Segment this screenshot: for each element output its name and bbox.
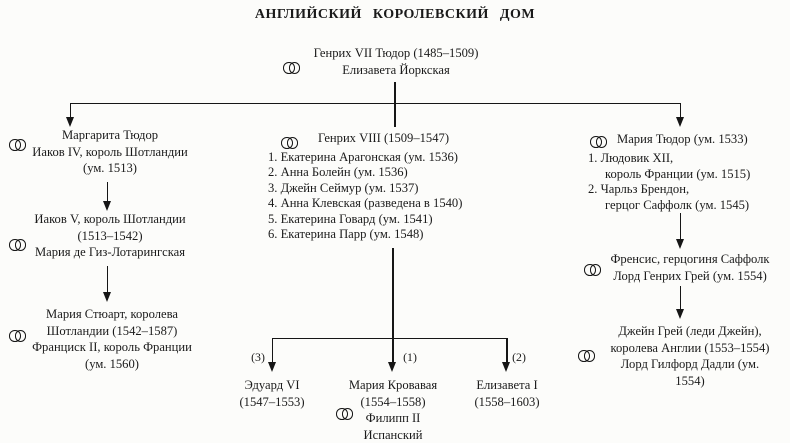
wife-list-item: 6. Екатерина Парр (ум. 1548) — [268, 227, 424, 242]
husband-list-item: король Франции (ум. 1515) — [605, 166, 751, 181]
person-name-line: Френсис, герцогиня Саффолк — [610, 252, 770, 266]
marriage-icon — [578, 350, 594, 360]
connector-root-drop — [394, 82, 396, 127]
arrow-down-icon — [388, 362, 396, 372]
succession-order-label: (2) — [512, 350, 526, 364]
wife-list-item: 3. Джейн Сеймур (ум. 1537) — [268, 180, 419, 195]
person-name-line: Лорд Генрих Грей (ум. 1554) — [613, 268, 767, 283]
person-name-line: Шотландии (1542–1587) — [46, 323, 178, 338]
succession-order-label: (3) — [251, 350, 265, 364]
node-elizabeth1 — [474, 377, 539, 410]
mary-tudor-husbands-list — [588, 151, 750, 213]
arrow-down-icon — [676, 309, 684, 319]
arrow-down-icon — [103, 201, 111, 211]
marriage-icon — [281, 137, 297, 147]
person-name-line: Иаков V, король Шотландии — [34, 212, 186, 226]
arrow-down-icon — [66, 117, 74, 127]
person-name-line: Иаков IV, король Шотландии — [32, 144, 188, 159]
person-name-line: Испанский — [363, 427, 423, 442]
connector-gen1-horizontal — [70, 103, 681, 105]
person-name-line: Мария де Гиз-Лотарингская — [34, 245, 186, 259]
person-name-line: (ум. 1560) — [85, 356, 139, 371]
arrow-down-icon — [103, 292, 111, 302]
wife-list-item: 2. Анна Болейн (ум. 1536) — [268, 165, 408, 180]
connector-children-horizontal — [272, 338, 508, 340]
marriage-icon — [283, 62, 299, 72]
node-edward6 — [239, 377, 304, 410]
node-mary-stuart — [32, 306, 192, 372]
person-name-line: Мария Кровавая — [348, 378, 438, 392]
node-henry7 — [314, 45, 479, 78]
connector-frances-janegrey — [680, 286, 682, 310]
husband-list-item: 2. Чарльз Брендон, — [588, 182, 690, 197]
wife-list-item: 5. Екатерина Говард (ум. 1541) — [268, 211, 433, 226]
person-name-line: (ум. 1513) — [83, 161, 137, 175]
person-name-line: 1554) — [675, 373, 705, 388]
person-name-line: Елизавета I — [476, 378, 538, 392]
connector-henry8-drop — [392, 248, 394, 363]
node-mary-tudor-header: Мария Тюдор (ум. 1533) — [617, 132, 748, 146]
arrow-down-icon — [268, 362, 276, 372]
marriage-icon — [590, 136, 606, 146]
connector-marytudor-frances — [680, 213, 682, 240]
wife-list-item: 4. Анна Клевская (разведена в 1540) — [268, 196, 463, 211]
node-jane-grey — [611, 323, 770, 389]
connector-edward-drop — [272, 338, 274, 363]
person-name-line: Джейн Грей (леди Джейн), — [618, 324, 762, 338]
person-name-line: (1513–1542) — [77, 228, 143, 243]
connector-margaret-james5 — [107, 182, 109, 202]
marriage-icon — [9, 139, 25, 149]
person-name-line: (1558–1603) — [474, 394, 540, 409]
person-name-line: королева Англии (1553–1554) — [610, 340, 770, 355]
node-margaret-tudor — [32, 127, 187, 177]
person-name-line: Эдуард VI — [244, 378, 300, 392]
connector-gen1-right-drop — [680, 103, 682, 118]
connector-james5-marystuart — [107, 266, 109, 293]
person-name-line: Франциск II, король Франции — [32, 340, 192, 354]
person-name-line: Генрих VII Тюдор (1485–1509) — [313, 46, 479, 60]
node-james5 — [34, 211, 185, 261]
person-name-line: (1547–1553) — [239, 394, 305, 409]
arrow-down-icon — [502, 362, 510, 372]
marriage-icon — [584, 264, 600, 274]
node-henry8-header: Генрих VIII (1509–1547) — [318, 131, 450, 145]
person-name-line: Маргарита Тюдор — [61, 128, 159, 142]
connector-gen1-left-drop — [70, 103, 72, 118]
connector-elizabeth-drop — [506, 338, 508, 363]
person-name-line: Филипп II — [365, 411, 421, 425]
marriage-icon — [9, 330, 25, 340]
person-name-line: (1554–1558) — [360, 394, 426, 409]
arrow-down-icon — [676, 239, 684, 249]
marriage-icon — [9, 239, 25, 249]
node-mary1-bloody — [349, 377, 437, 443]
henry8-wives-list — [268, 150, 462, 242]
arrow-down-icon — [676, 117, 684, 127]
husband-list-item: 1. Людовик XII, — [588, 151, 674, 165]
person-name-line: Мария Стюарт, королева — [46, 307, 178, 321]
succession-order-label: (1) — [403, 350, 417, 364]
node-frances — [610, 251, 769, 284]
husband-list-item: герцог Саффолк (ум. 1545) — [605, 197, 750, 212]
person-name-line: Елизавета Йоркская — [342, 62, 450, 77]
person-name-line: Лорд Гилфорд Дадли (ум. — [620, 357, 760, 371]
wife-list-item: 1. Екатерина Арагонская (ум. 1536) — [268, 150, 458, 164]
page-title: АНГЛИЙСКИЙ КОРОЛЕВСКИЙ ДОМ — [254, 7, 536, 22]
